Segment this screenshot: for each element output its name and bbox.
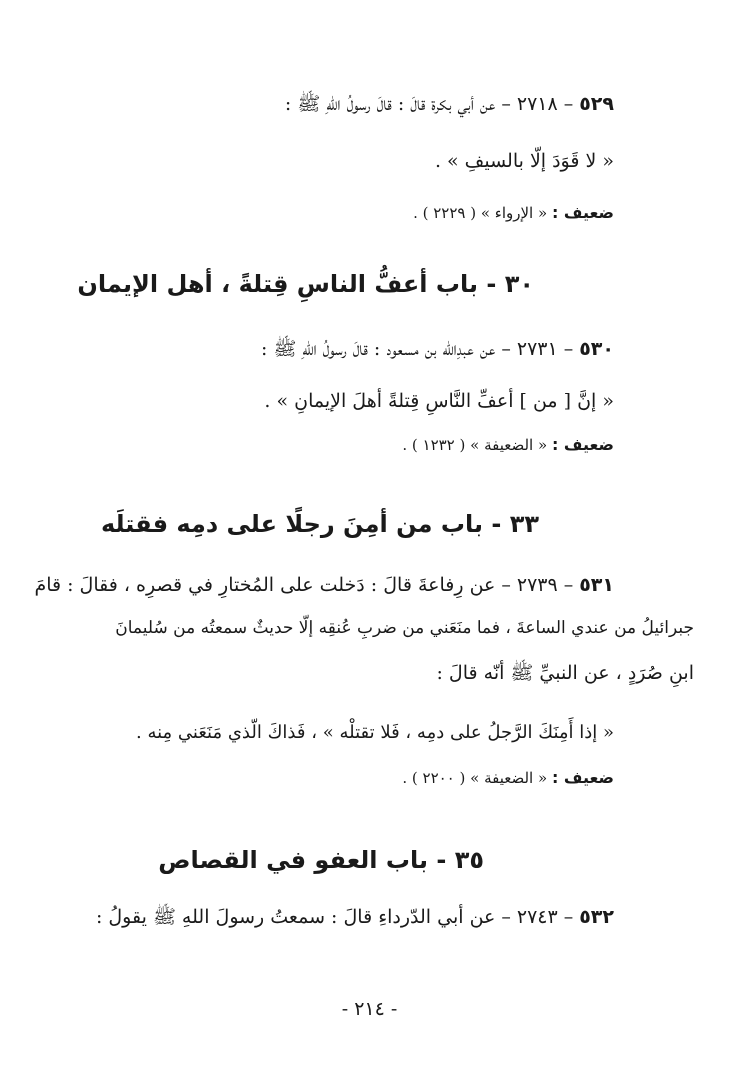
hadith-529-grade bbox=[413, 205, 614, 221]
hadith-text: عن أبي الدّرداءِ قالَ : سمعتُ رسولَ اللهِ ﷺ يقولُ : bbox=[95, 906, 496, 928]
hadith-529-quote: « لا قَوَدَ إلّا بالسيفِ » . bbox=[434, 150, 614, 172]
grade-source: « الضعيفة » ( ١٢٣٢ ) . bbox=[402, 436, 548, 454]
hadith-text: عن عبدِالله بن مسعود : قالَ رسولُ اللهِ ﷺ : bbox=[261, 338, 496, 360]
hadith-reference: ٢٧٣١ bbox=[516, 338, 558, 360]
grade-source: « الإرواء » ( ٢٢٢٩ ) . bbox=[413, 204, 548, 222]
hadith-529-line-1: ٥٢٩–٢٧١٨–عن أبي بكرة قالَ : قالَ رسولُ اللهِ ﷺ : bbox=[284, 93, 614, 115]
hadith-531-grade bbox=[402, 770, 614, 786]
grade-label: ضعيف : bbox=[551, 768, 614, 787]
hadith-532-line-1: ٥٣٢–٢٧٤٣–عن أبي الدّرداءِ قالَ : سمعتُ رسولَ اللهِ ﷺ يقولُ : bbox=[95, 906, 614, 928]
hadith-number: ٥٣٢ bbox=[579, 906, 614, 928]
hadith-number: ٥٣١ bbox=[579, 574, 614, 596]
hadith-reference: ٢٧١٨ bbox=[516, 93, 558, 115]
hadith-530-line-1: ٥٣٠–٢٧٣١–عن عبدِالله بن مسعود : قالَ رسولُ اللهِ ﷺ : bbox=[261, 338, 614, 360]
hadith-reference: ٢٧٤٣ bbox=[516, 906, 558, 928]
grade-label: ضعيف : bbox=[551, 435, 614, 454]
hadith-530-quote: « إنَّ [ من ] أعفِّ النَّاسِ قِتلةً أهلَ الإيمانِ » . bbox=[264, 390, 614, 412]
hadith-text: عن رِفاعةَ قالَ : دَخلت على المُختارِ في قصرِه ، فقالَ : قامَ bbox=[34, 574, 496, 596]
hadith-531-quote: « إذا أَمِنَكَ الرَّجلُ على دمِه ، فَلا تقتلْه » ، فَذاكَ الّذي مَنَعَني مِنه . bbox=[136, 722, 614, 743]
chapter-33-heading: ٣٣ - باب من أمِنَ رجلًا على دمِه فقتلَه bbox=[100, 510, 539, 538]
hadith-531-line-3: ابنِ صُرَدٍ ، عن النبيِّ ﷺ أنّه قالَ : bbox=[436, 662, 694, 684]
hadith-number: ٥٢٩ bbox=[579, 93, 614, 115]
hadith-text: عن أبي بكرة قالَ : قالَ رسولُ اللهِ ﷺ : bbox=[284, 93, 496, 115]
hadith-reference: ٢٧٣٩ bbox=[516, 574, 558, 596]
chapter-35-heading: ٣٥ - باب العفو في القصاص bbox=[158, 846, 484, 874]
grade-label: ضعيف : bbox=[551, 203, 614, 222]
hadith-530-grade bbox=[402, 437, 614, 453]
hadith-531-line-2: جبرائيلُ من عندي الساعةَ ، فما منَعَني من ضربِ عُنقِه إلّا حديثٌ سمعتُه من سُليمانَ bbox=[115, 618, 694, 638]
grade-source: « الضعيفة » ( ٢٢٠٠ ) . bbox=[402, 769, 548, 787]
hadith-531-line-1: ٥٣١–٢٧٣٩–عن رِفاعةَ قالَ : دَخلت على المُختارِ في قصرِه ، فقالَ : قامَ bbox=[34, 574, 614, 596]
chapter-30-heading: ٣٠ - باب أعفُّ الناسِ قِتلةً ، أهل الإيمان bbox=[77, 270, 534, 298]
hadith-number: ٥٣٠ bbox=[579, 338, 614, 360]
page-number: - ٢١٤ - bbox=[341, 998, 398, 1020]
